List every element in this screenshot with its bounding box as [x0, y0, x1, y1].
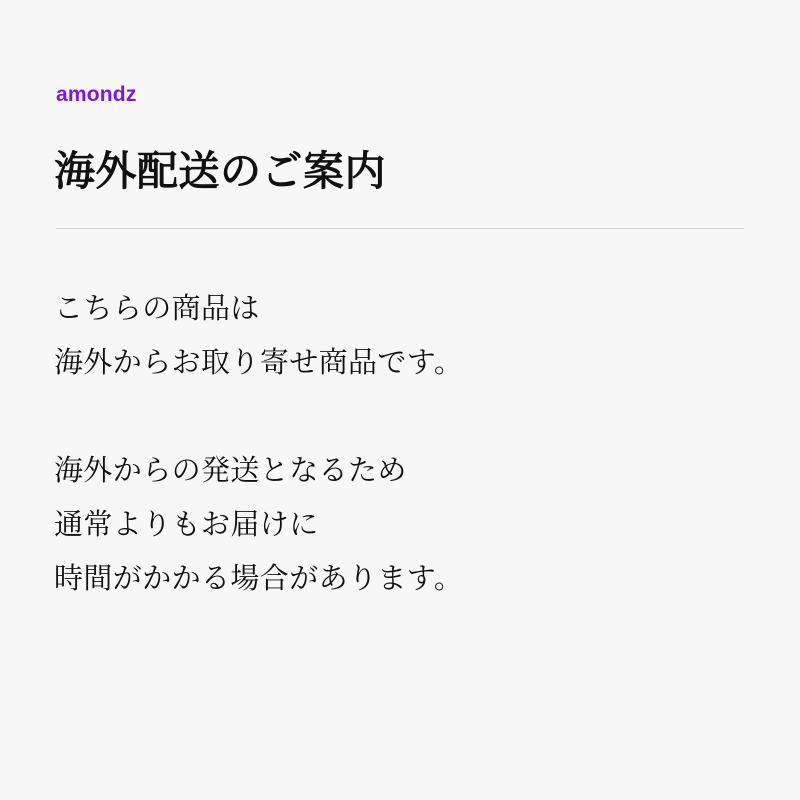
page-title: 海外配送のご案内: [54, 148, 386, 195]
notice-paragraph-2: [54, 444, 463, 606]
notice-line: 時間がかかる場合があります。: [54, 563, 464, 595]
notice-line: 海外からの発送となるため: [54, 455, 407, 487]
header-divider: [56, 228, 744, 229]
notice-paragraph-1: [54, 282, 463, 390]
notice-line: こちらの商品は: [54, 293, 260, 325]
brand-logo: amondz: [56, 83, 137, 106]
notice-line: 海外からお取り寄せ商品です。: [54, 347, 464, 379]
notice-line: 通常よりもお届けに: [54, 509, 319, 541]
